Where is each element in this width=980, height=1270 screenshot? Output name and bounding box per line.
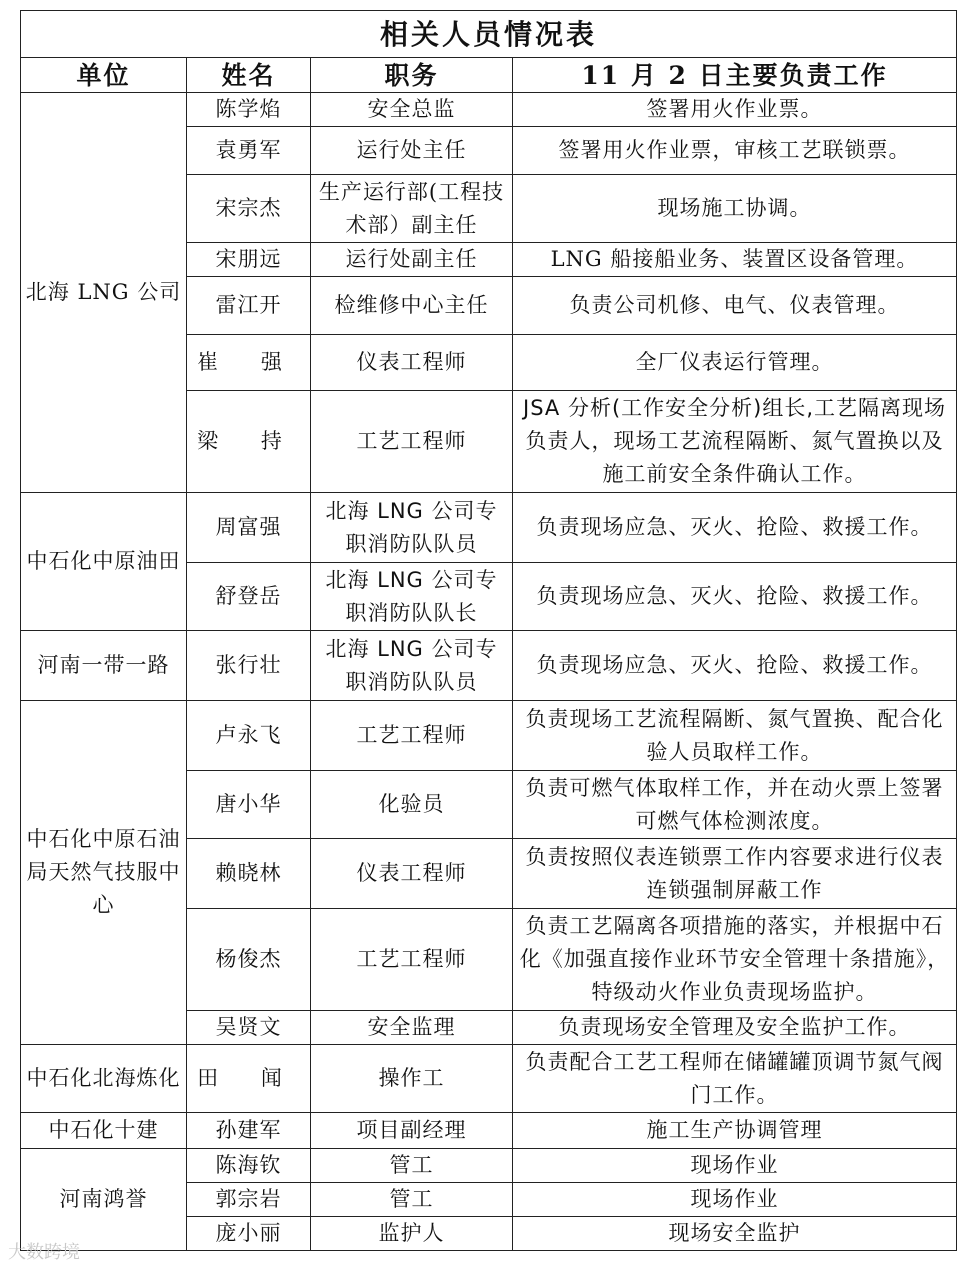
person-position: 操作工 (311, 1045, 513, 1113)
person-work: 签署用火作业票。 (513, 93, 957, 127)
person-work: 负责现场工艺流程隔断、氮气置换、配合化验人员取样工作。 (513, 701, 957, 771)
person-position: 管工 (311, 1183, 513, 1217)
person-position: 仪表工程师 (311, 335, 513, 391)
person-name: 张行壮 (187, 631, 311, 701)
person-position: 北海 LNG 公司专职消防队队员 (311, 631, 513, 701)
person-position: 项目副经理 (311, 1113, 513, 1149)
person-name: 卢永飞 (187, 701, 311, 771)
person-work: JSA 分析(工作安全分析)组长,工艺隔离现场负责人，现场工艺流程隔断、氮气置换以及施工前安全条件确认工作。 (513, 391, 957, 493)
person-work: 负责现场应急、灭火、抢险、救援工作。 (513, 631, 957, 701)
person-work: 负责现场应急、灭火、抢险、救援工作。 (513, 493, 957, 563)
header-unit: 单位 (21, 58, 187, 93)
header-position: 职务 (311, 58, 513, 93)
person-position: 检维修中心主任 (311, 277, 513, 335)
person-work: 现场安全监护 (513, 1217, 957, 1251)
person-position: 安全总监 (311, 93, 513, 127)
header-name: 姓名 (187, 58, 311, 93)
person-work: 负责现场安全管理及安全监护工作。 (513, 1011, 957, 1045)
watermark: 大数跨境 (8, 1242, 80, 1263)
person-name: 陈海钦 (187, 1149, 311, 1183)
person-work: 施工生产协调管理 (513, 1113, 957, 1149)
person-position: 运行处主任 (311, 127, 513, 175)
person-name: 孙建军 (187, 1113, 311, 1149)
person-work: 现场施工协调。 (513, 175, 957, 243)
person-name: 雷江开 (187, 277, 311, 335)
person-name: 舒登岳 (187, 563, 311, 631)
person-position: 监护人 (311, 1217, 513, 1251)
person-work: 负责配合工艺工程师在储罐罐顶调节氮气阀门工作。 (513, 1045, 957, 1113)
person-position: 生产运行部(工程技术部）副主任 (311, 175, 513, 243)
person-name: 田 闻 (187, 1045, 311, 1113)
unit-beihai-refinery: 中石化北海炼化 (21, 1045, 187, 1113)
unit-zhongyuan-oilfield: 中石化中原油田 (21, 493, 187, 631)
person-position: 安全监理 (311, 1011, 513, 1045)
person-name: 崔 强 (187, 335, 311, 391)
unit-henan-hongyu: 河南鸿誉 (21, 1149, 187, 1251)
person-work: 全厂仪表运行管理。 (513, 335, 957, 391)
table-title: 相关人员情况表 (21, 11, 957, 58)
personnel-table (20, 10, 957, 1251)
person-name: 周富强 (187, 493, 311, 563)
person-position: 运行处副主任 (311, 243, 513, 277)
person-position: 工艺工程师 (311, 909, 513, 1011)
person-work: 负责现场应急、灭火、抢险、救援工作。 (513, 563, 957, 631)
person-name: 宋朋远 (187, 243, 311, 277)
person-position: 化验员 (311, 771, 513, 839)
person-name: 唐小华 (187, 771, 311, 839)
person-work: 负责按照仪表连锁票工作内容要求进行仪表连锁强制屏蔽工作 (513, 839, 957, 909)
person-position: 管工 (311, 1149, 513, 1183)
person-name: 庞小丽 (187, 1217, 311, 1251)
person-name: 杨俊杰 (187, 909, 311, 1011)
unit-henan-ydyl: 河南一带一路 (21, 631, 187, 701)
person-work: 现场作业 (513, 1183, 957, 1217)
header-work: 11 月 2 日主要负责工作 (513, 58, 957, 93)
person-work: 签署用火作业票，审核工艺联锁票。 (513, 127, 957, 175)
person-work: LNG 船接船业务、装置区设备管理。 (513, 243, 957, 277)
person-work: 负责公司机修、电气、仪表管理。 (513, 277, 957, 335)
person-name: 吴贤文 (187, 1011, 311, 1045)
person-work: 现场作业 (513, 1149, 957, 1183)
person-name: 赖晓林 (187, 839, 311, 909)
person-position: 北海 LNG 公司专职消防队队员 (311, 493, 513, 563)
person-name: 梁 持 (187, 391, 311, 493)
unit-beihai: 北海 LNG 公司 (21, 93, 187, 493)
person-name: 陈学焰 (187, 93, 311, 127)
person-position: 工艺工程师 (311, 391, 513, 493)
unit-tenth-construction: 中石化十建 (21, 1113, 187, 1149)
person-position: 北海 LNG 公司专职消防队队长 (311, 563, 513, 631)
person-name: 郭宗岩 (187, 1183, 311, 1217)
person-position: 工艺工程师 (311, 701, 513, 771)
unit-zhongyuan-gas: 中石化中原石油局天然气技服中心 (21, 701, 187, 1045)
person-work: 负责可燃气体取样工作，并在动火票上签署可燃气体检测浓度。 (513, 771, 957, 839)
person-name: 袁勇军 (187, 127, 311, 175)
person-work: 负责工艺隔离各项措施的落实，并根据中石化《加强直接作业环节安全管理十条措施》，特级动火作业负责现场监护。 (513, 909, 957, 1011)
person-position: 仪表工程师 (311, 839, 513, 909)
person-name: 宋宗杰 (187, 175, 311, 243)
